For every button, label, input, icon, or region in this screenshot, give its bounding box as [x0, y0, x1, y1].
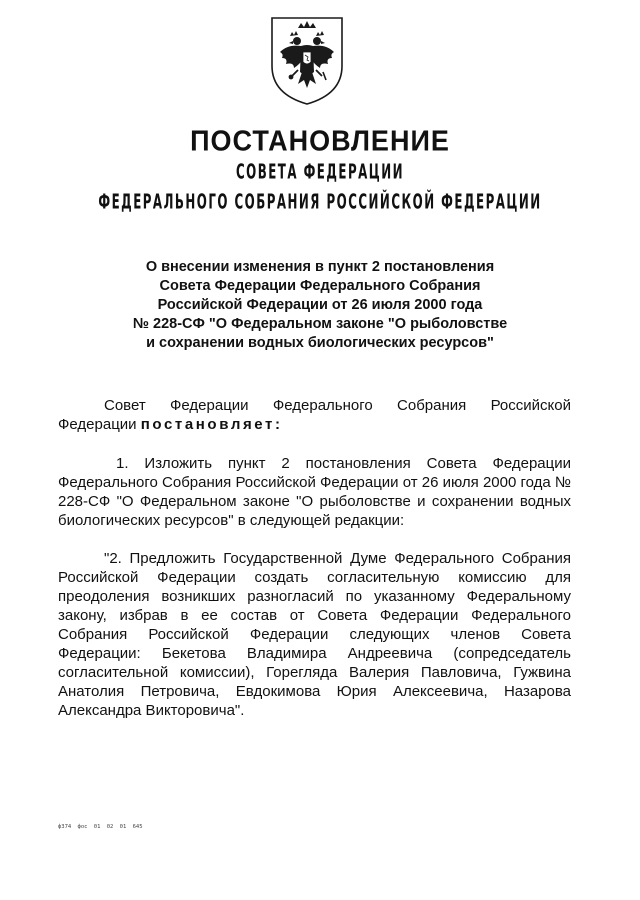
document-type-title: ПОСТАНОВЛЕНИЕ: [190, 125, 450, 157]
subject-line: Российской Федерации от 26 июля 2000 года: [157, 297, 483, 313]
intro-paragraph: [58, 396, 571, 434]
subject-line: № 228-СФ "О Федеральном законе "О рыболовстве: [132, 316, 508, 332]
resolves-keyword: постановляет:: [140, 416, 283, 433]
item-1-paragraph: 1. Изложить пункт 2 постановления Совета Федерации Федерального Собрания Российской Федерации от 26 июля 2000 года № 228-СФ "О Федеральном законе "О рыболовстве и сохранении водных биологических ресурсов" в следующей редакции:: [58, 455, 572, 529]
intro-text: Совет Федерации Федерального Собрания Российской Федерации: [58, 397, 571, 433]
subject-line: Совета Федерации Федерального Собрания: [159, 278, 481, 294]
quoted-item-2-paragraph: "2. Предложить Государственной Думе Федерального Собрания Российской Федерации создать согласительную комиссию для преодоления возникших разногласий по указанному Федеральному закону, избрав в ее состав от Совета Федерации Федерального Собрания Российской Федерации следующих членов Совета Федерации: Бекетова Владимира Андреевича (сопредседатель согласительной комиссии), Горегляда Валерия Павловича, Гужвина Анатолия Петровича, Евдокимова Юрия Алексеевича, Назарова Александра Викторовича".: [58, 550, 571, 719]
footer-print-code: ф374 фос 01 02 01 645: [58, 824, 143, 830]
subject-line: и сохранении водных биологических ресурсов": [146, 335, 494, 351]
issuer-line-2: ФЕДЕРАЛЬНОГО СОБРАНИЯ РОССИЙСКОЙ ФЕДЕРАЦИИ: [98, 189, 542, 214]
issuer-line-1: СОВЕТА ФЕДЕРАЦИИ: [235, 159, 405, 184]
document-subject: [0, 258, 640, 353]
subject-line: О внесении изменения в пункт 2 постановления: [145, 259, 495, 275]
coat-of-arms-icon: [268, 14, 346, 106]
